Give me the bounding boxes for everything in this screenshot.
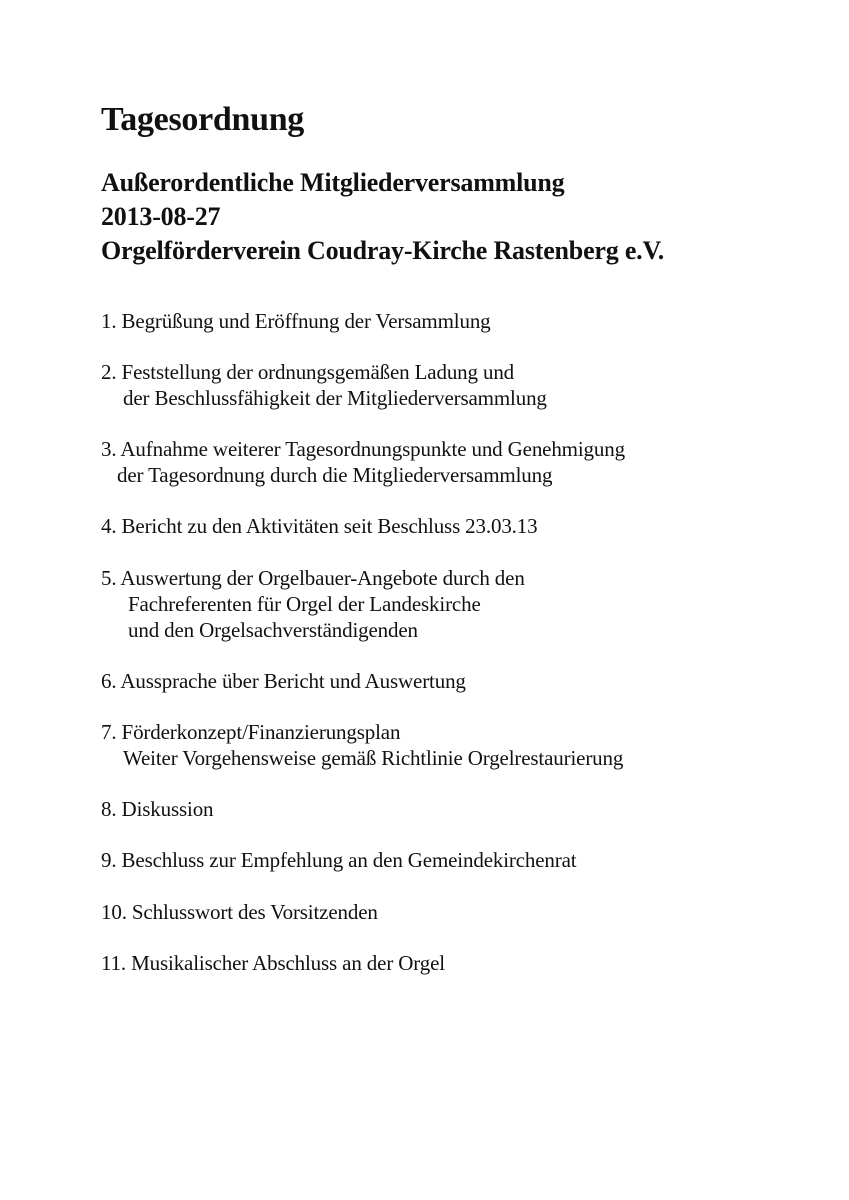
agenda-item-4: 4. Bericht zu den Aktivitäten seit Beschluss 23.03.13 bbox=[101, 514, 538, 538]
agenda-item-7: 7. Förderkonzept/Finanzierungsplan bbox=[101, 720, 401, 744]
subtitle-association: Orgelförderverein Coudray-Kirche Rastenberg e.V. bbox=[101, 236, 665, 265]
agenda-item-10: 10. Schlusswort des Vorsitzenden bbox=[101, 900, 378, 924]
agenda-item-2: 2. Feststellung der ordnungsgemäßen Ladung und bbox=[101, 360, 515, 384]
page-title: Tagesordnung bbox=[101, 101, 305, 138]
agenda-item-9: 9. Beschluss zur Empfehlung an den Gemeindekirchenrat bbox=[101, 848, 577, 872]
agenda-item-1: 1. Begrüßung und Eröffnung der Versammlung bbox=[101, 309, 491, 333]
agenda-item-3: 3. Aufnahme weiterer Tagesordnungspunkte und Genehmigung bbox=[101, 437, 625, 461]
agenda-item-8: 8. Diskussion bbox=[101, 797, 214, 821]
agenda-item-3-cont: der Tagesordnung durch die Mitgliederversammlung bbox=[117, 463, 553, 487]
subtitle-meeting: Außerordentliche Mitgliederversammlung bbox=[101, 168, 565, 197]
agenda-item-2-cont: der Beschlussfähigkeit der Mitgliederversammlung bbox=[123, 386, 547, 410]
agenda-item-5-cont-2: und den Orgelsachverständigenden bbox=[128, 618, 418, 642]
agenda-item-5-cont-1: Fachreferenten für Orgel der Landeskirche bbox=[128, 592, 481, 616]
agenda-item-11: 11. Musikalischer Abschluss an der Orgel bbox=[101, 951, 445, 975]
subtitle-date: 2013-08-27 bbox=[101, 202, 221, 231]
agenda-item-6: 6. Aussprache über Bericht und Auswertung bbox=[101, 669, 466, 693]
agenda-item-5: 5. Auswertung der Orgelbauer-Angebote durch den bbox=[101, 566, 525, 590]
agenda-item-7-cont: Weiter Vorgehensweise gemäß Richtlinie Orgelrestaurierung bbox=[123, 746, 624, 770]
